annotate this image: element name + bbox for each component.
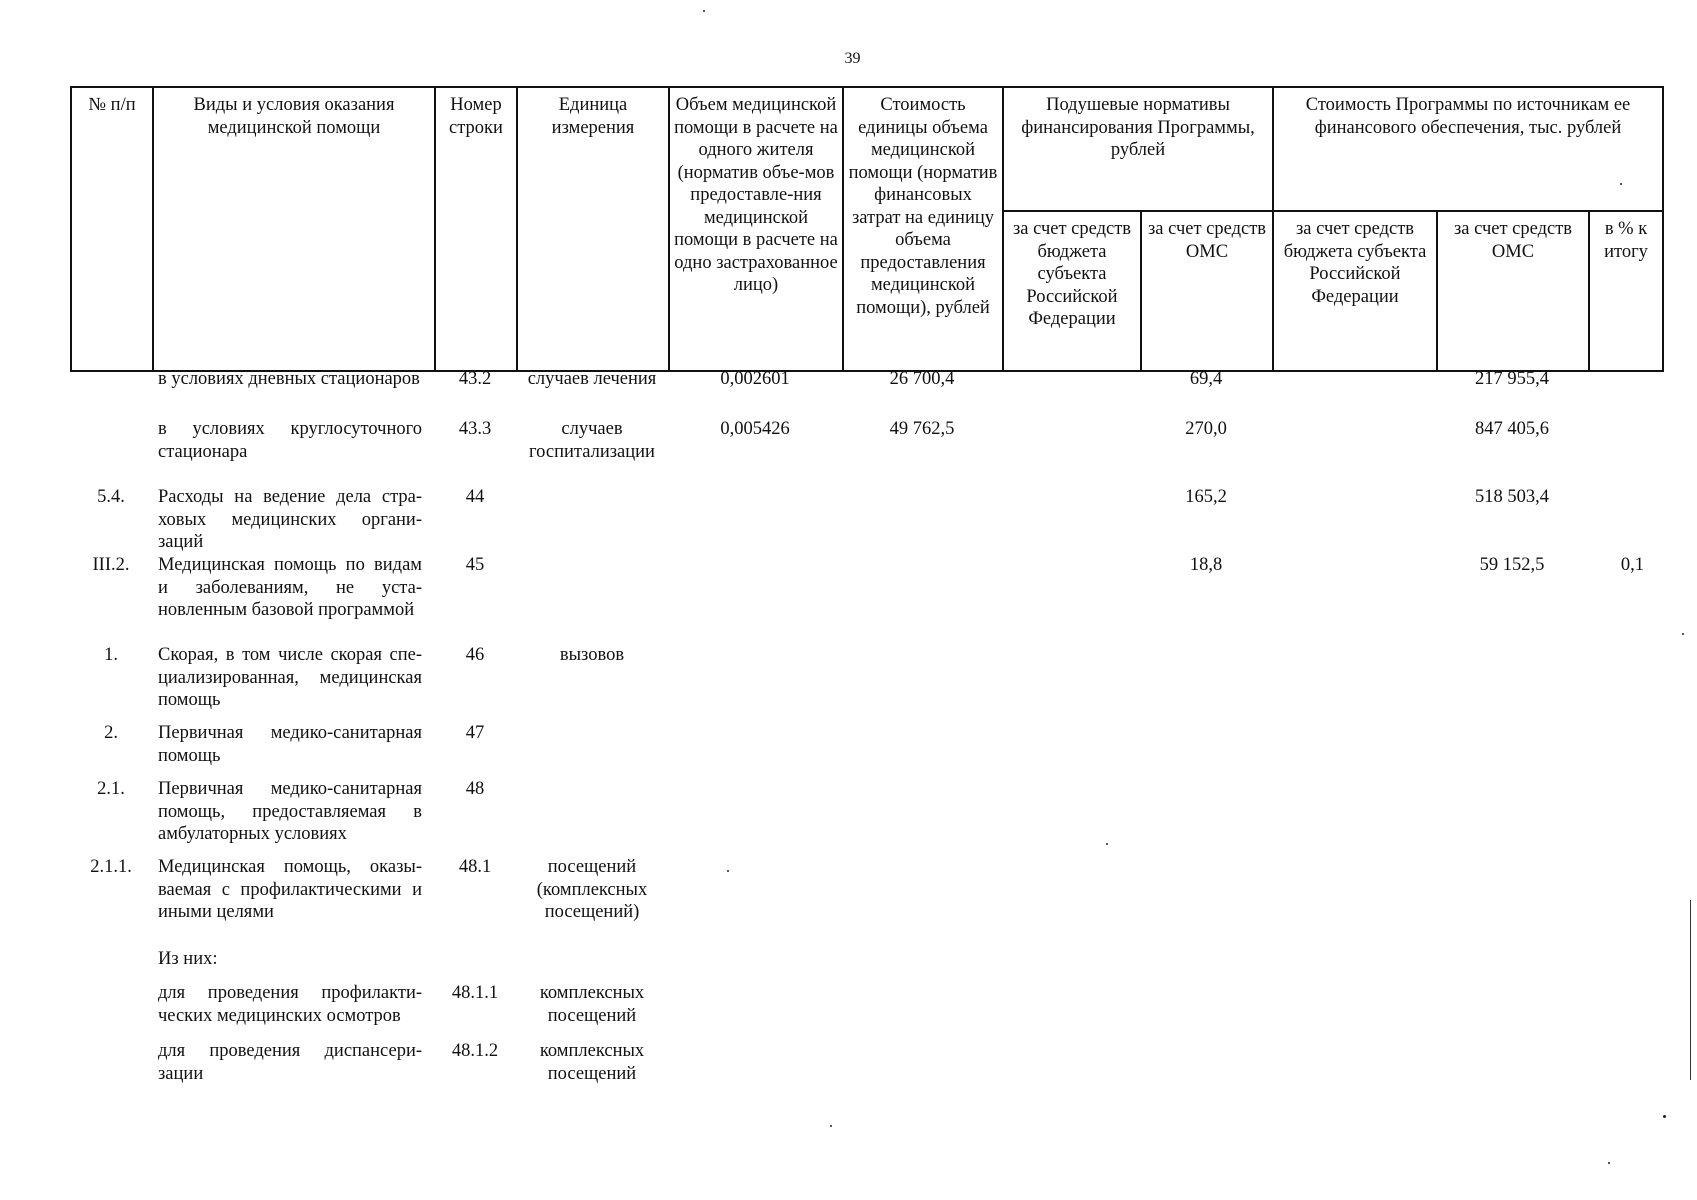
row-description: Скорая, в том числе скорая спе-циализированная, медицинская помощь [158,645,422,710]
row-volume [668,948,842,982]
row-unit-cost [842,856,1002,948]
row-line-number: 48.1 [458,857,492,877]
header-unit-cost: Стоимость единицы объема медицинской помощи (норматив финансовых затрат на единицу объема предоставления медицинской помощи), рублей [843,87,1003,371]
row-total-pct [1588,644,1662,722]
row-percapita-budget [1002,948,1140,982]
row-volume [668,554,842,644]
row-percapita-oms [1140,948,1272,982]
row-percapita-oms [1140,778,1272,856]
row-volume [668,722,842,778]
row-number-cell: 1. [104,645,118,665]
row-unit-cost: 49 762,5 [889,419,955,439]
row-percapita-oms: 165,2 [1185,487,1227,507]
header-unit: Единица измерения [517,87,669,371]
row-total-budget [1272,486,1436,554]
row-unit-cost [842,778,1002,856]
row-percapita-oms [1140,644,1272,722]
table-row [70,856,1662,948]
row-total-budget [1272,856,1436,948]
row-unit-cost [842,982,1002,1040]
row-unit: случаев госпитализации [529,419,655,462]
row-line-number: 43.3 [458,419,492,439]
row-volume: 0,005426 [720,419,790,439]
row-number-cell: III.2. [92,555,130,575]
row-percapita-oms: 270,0 [1185,419,1227,439]
row-description: в условиях круглосуточного стационара [158,419,422,462]
scan-speck [1663,1115,1666,1118]
row-total-oms [1436,644,1588,722]
row-total-budget [1272,982,1436,1040]
row-total-oms: 59 152,5 [1479,555,1545,575]
row-line-number: 48.1.2 [451,1041,499,1061]
row-volume [668,856,842,948]
row-total-budget [1272,366,1436,418]
row-total-oms: 847 405,6 [1475,419,1549,439]
row-total-oms [1436,948,1588,982]
row-line-number: 48 [465,779,485,799]
header-percapita-oms: за счет средств ОМС [1141,211,1273,371]
row-unit-cost [842,722,1002,778]
scan-speck [1620,183,1622,185]
row-volume [668,486,842,554]
table-row [70,1040,1662,1098]
row-description: Медицинская помощь, оказы-ваемая с профилактическими и иными целями [158,857,422,922]
row-number-cell: 2.1.1. [90,857,132,877]
row-total-oms: 217 955,4 [1475,369,1549,389]
row-number-cell: 2. [104,723,118,743]
header-percapita-budget: за счет средств бюджета субъекта Российской Федерации [1003,211,1141,371]
row-percapita-budget [1002,418,1140,486]
row-number-cell [70,948,152,982]
scan-speck [1682,633,1684,635]
row-unit: вызовов [559,645,625,665]
row-unit [516,778,668,856]
row-volume: 0,002601 [720,369,790,389]
row-total-pct [1588,856,1662,948]
row-line-number: 44 [465,487,485,507]
row-percapita-oms [1140,1040,1272,1098]
scan-speck [830,1125,832,1127]
row-total-budget [1272,948,1436,982]
row-percapita-oms [1140,856,1272,948]
row-unit-cost [842,486,1002,554]
header-total-pct: в % к итогу [1589,211,1663,371]
scan-edge-mark [1690,900,1691,1080]
table-row [70,486,1662,554]
row-total-pct: 0,1 [1620,555,1644,575]
row-number-cell [70,982,152,1040]
row-total-oms [1436,722,1588,778]
header-row-number: Номер строки [435,87,517,371]
scan-speck [1608,1162,1610,1164]
row-total-budget [1272,554,1436,644]
row-total-budget [1272,1040,1436,1098]
row-unit-cost [842,554,1002,644]
row-total-pct [1588,982,1662,1040]
row-total-oms [1436,982,1588,1040]
row-total-pct [1588,778,1662,856]
table-row [70,366,1662,418]
row-unit-cost [842,1040,1002,1098]
row-description: Медицинская помощь по видам и заболеваниям, не уста-новленным базовой программой [158,555,422,620]
row-total-pct [1588,722,1662,778]
row-unit [516,948,668,982]
row-percapita-budget [1002,486,1140,554]
table-header [70,86,1664,372]
row-description: Расходы на ведение дела стра-ховых медицинских органи-заций [158,487,422,552]
row-unit: посещений (комплексных посещений) [536,857,648,922]
row-unit: комплексных посещений [539,983,645,1026]
row-number-cell: 5.4. [97,487,125,507]
row-volume [668,982,842,1040]
scan-speck [727,870,729,872]
row-volume [668,1040,842,1098]
row-unit [516,486,668,554]
header-volume: Объем медицинской помощи в расчете на одного жителя (норматив объе-мов предоставле-ния медицинской помощи в расчете на одно застрахованное лицо) [669,87,843,371]
row-percapita-budget [1002,722,1140,778]
row-description: в условиях дневных стационаров [158,369,420,389]
row-total-pct [1588,418,1662,486]
row-total-budget [1272,722,1436,778]
row-description: Первичная медико-санитарная помощь [158,723,422,766]
row-volume [668,644,842,722]
table-row [70,778,1662,856]
page-number: 39 [844,50,861,67]
row-total-pct [1588,486,1662,554]
row-percapita-oms: 69,4 [1189,369,1223,389]
table-row [70,418,1662,486]
row-line-number [434,948,516,982]
table-row [70,982,1662,1040]
table-body [70,366,1662,1098]
row-total-oms [1436,856,1588,948]
table-row [70,722,1662,778]
row-line-number: 47 [465,723,485,743]
row-number-cell [70,366,152,418]
row-percapita-budget [1002,366,1140,418]
row-total-budget [1272,778,1436,856]
row-description: для проведения профилакти-ческих медицинских осмотров [158,983,422,1026]
header-total-oms: за счет средств ОМС [1437,211,1589,371]
row-percapita-oms: 18,8 [1189,555,1223,575]
row-percapita-budget [1002,856,1140,948]
row-line-number: 48.1.1 [451,983,499,1003]
row-percapita-budget [1002,1040,1140,1098]
row-volume [668,778,842,856]
table-row [70,644,1662,722]
row-total-oms [1436,778,1588,856]
row-total-oms [1436,1040,1588,1098]
header-total-group: Стоимость Программы по источникам ее финансового обеспечения, тыс. рублей [1273,87,1663,211]
row-percapita-budget [1002,778,1140,856]
header-total-budget: за счет средств бюджета субъекта Российской Федерации [1273,211,1437,371]
row-total-oms: 518 503,4 [1475,487,1549,507]
table-row [70,948,1662,982]
row-unit-cost: 26 700,4 [889,369,955,389]
row-percapita-budget [1002,554,1140,644]
row-number-cell: 2.1. [97,779,125,799]
header-percapita-group: Подушевые нормативы финансирования Программы, рублей [1003,87,1273,211]
row-line-number: 46 [465,645,485,665]
row-percapita-oms [1140,982,1272,1040]
row-unit-cost [842,948,1002,982]
row-total-budget [1272,644,1436,722]
row-line-number: 45 [465,555,485,575]
row-unit [516,554,668,644]
row-percapita-budget [1002,644,1140,722]
row-unit: комплексных посещений [539,1041,645,1084]
row-unit-cost [842,644,1002,722]
scan-speck [703,10,705,12]
row-line-number: 43.2 [458,369,492,389]
header-desc: Виды и условия оказания медицинской помощи [153,87,435,371]
row-number-cell [70,1040,152,1098]
row-description: Первичная медико-санитарная помощь, предоставляемая в амбулаторных условиях [158,779,422,844]
row-number-cell [70,418,152,486]
scan-speck [1106,843,1108,845]
row-description: Из них: [158,949,218,969]
row-total-pct [1588,1040,1662,1098]
row-percapita-oms [1140,722,1272,778]
row-total-budget [1272,418,1436,486]
row-unit [516,722,668,778]
row-percapita-budget [1002,982,1140,1040]
row-total-pct [1588,948,1662,982]
table-row [70,554,1662,644]
header-num: № п/п [71,87,153,371]
row-description: для проведения диспансери-зации [158,1041,422,1084]
row-total-pct [1588,366,1662,418]
row-unit: случаев лечения [527,369,657,389]
